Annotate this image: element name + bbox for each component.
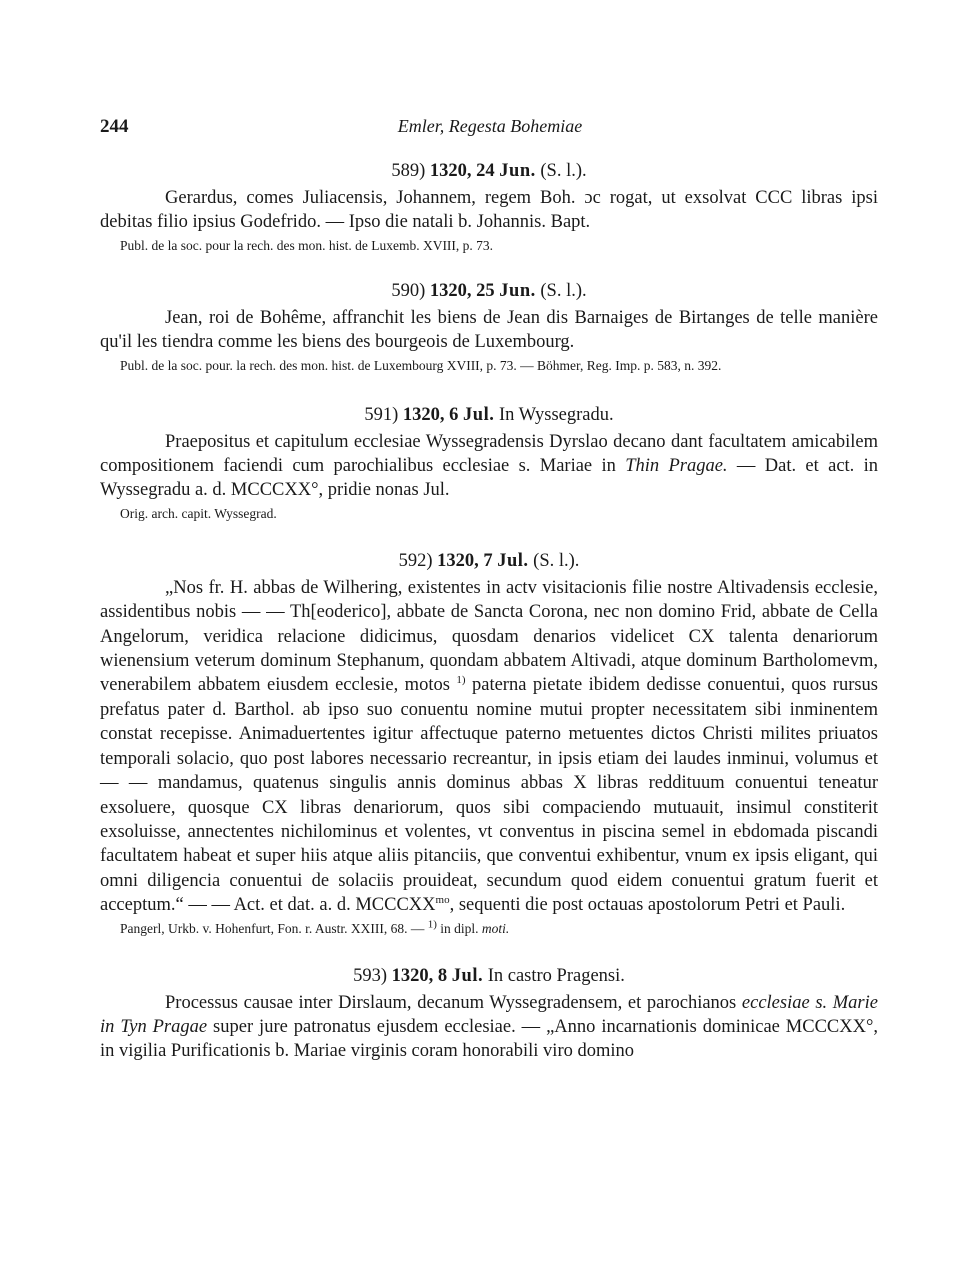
entry-month: Jul. [451,965,484,986]
entry-text-italic: Thin Pragae. [625,456,728,477]
entry-heading [100,278,878,304]
entry-date: 1320, 7 [437,550,493,571]
entry-number: 592) [398,550,433,571]
entry-text-part: paterna pietate ibidem dedisse conuentui, quos rursus prefatus pater d. Barthol. ab ipso suo conuentu nomine mutui propter necessitatem sibi inminentem constat recepisse. Animaduertentes igitur affectuque paterno metuentes dictos Christi milites priuatos temporali solacio, quo post labores necessario recreantur, in ipsis etiam dei laudes inminui, volumus et — — mandamus, quatenus singulis annis dominus abbas X libras reddituum conuentui teneatur exsoluere, quosque CX libras denariorum, quos sibi compaciendo mutuauit, insimul constiterit exsoluisse, annectentes nichilominus et volentes, vt conventus in piscina semel in ebdomada piscandi facultatem habeat et super hiis atque aliis pitanciis, que conventui exhibentur, vnum ex ipsis eligant, qui omni diligencia conuentui de solaciis prouideat, secundum quod eidem conuentui gratum fuerit et acceptum.“ — — Act. et dat. a. d. MCCCXX [100,675,879,916]
entry-text-part: „Nos fr. H. abbas de Wilhering, existentes in actv visitacionis filie nostre Altivadensis ecclesie, assidentibus nobis — — Th[eoderico], abbate de Sancta Corona, nec non domino Frid, abbate de Cella Angelorum, veridica relacione didicimus, quosdam denarios videlicet CX talenta denariorum wienensium veterum dominum Stephanum, quondam abbatem Altivadi, atque dominum Bartholomevm, venerabilem abbatem eiusdem ecclesie, motos [100,577,878,696]
entry-place: (S. l.). [540,161,587,181]
entry-month: Jul. [497,550,529,571]
page-content [100,158,878,1064]
entry-text-part: Processus causae inter Dirslaum, decanum Wyssegradensem, et parochianos [165,992,737,1013]
entry-heading [100,402,878,428]
ref-part: in dipl. [440,920,479,936]
footnote-marker: 1) [456,674,466,687]
entry-date: 1320, 25 [429,280,495,301]
ref-italic: moti. [481,920,510,936]
entry-text [100,576,878,918]
entry-number: 590) [391,280,426,301]
entry-date: 1320, 6 [402,404,459,425]
running-title: Emler, Regesta Bohemiae [397,116,583,136]
entry-reference: Publ. de la soc. pour. la rech. des mon. hist. de Luxembourg XVIII, p. 73. — Böhmer, Reg. Imp. p. 583, n. 392. [120,357,722,373]
entry-place: (S. l.). [540,280,587,301]
entry-number: 591) [364,404,399,425]
entry-place: (S. l.). [533,550,580,571]
entry-text-part: super jure patronatus ejusdem ecclesiae. — „Anno incarnationis dominicae MCCCXX°, in vigilia Purificationis b. Mariae virginis coram honorabili viro domino [100,1016,879,1062]
entry-text-part: — Dat. et act. in Wyssegradu a. d. MCCCXX°, pridie nonas Jul. [100,456,879,501]
entry-number: 589) [391,161,426,181]
entry-text-span: Gerardus, comes Juliacensis, Johannem, regem Boh. ɔc rogat, ut exsolvat CCC libras ipsi debitas filio ipsius Godefrido. — Ipso die natali b. Johannis. Bapt. [100,188,878,233]
entry-number: 593) [353,965,388,986]
entry-text [100,991,878,1064]
superscript: mo [435,893,450,906]
entry-reference: Publ. de la soc. pour la rech. des mon. hist. de Luxemb. XVIII, p. 73. [120,237,494,253]
footnote-marker: 1) [427,918,437,931]
entry-text-span: Jean, roi de Bohême, affranchit les biens de Jean dis Barnaiges de Birtanges de telle manière qu'il les tiendra comme les biens des bourgeois de Luxembourg. [100,307,878,353]
entry-month: Jun. [499,280,536,301]
entry-place: In Wyssegradu. [498,404,614,425]
entry-month: Jul. [463,404,495,425]
entry-text-part: , sequenti die post octauas apostolorum Petri et Pauli. [449,895,846,916]
entry-text [100,430,878,503]
entry-date: 1320, 8 [391,965,448,986]
page-header [100,116,880,144]
entry-heading [100,548,878,574]
page-number: 244 [100,116,129,137]
entry-text [100,306,878,355]
entry-place: In castro Pragensi. [487,965,625,986]
entry-text-part: Praepositus et capitulum ecclesiae Wyssegradensis Dyrslao decano dant facultatem amicabilem compositionem faciendi cum parochialibus ecclesiae s. Mariae in [100,431,878,477]
entry-reference [120,919,878,939]
entry-heading [100,158,878,184]
entry-date: 1320, 24 [429,161,495,181]
entry-heading [100,963,878,989]
entry-reference: Orig. arch. capit. Wyssegrad. [120,505,277,521]
entry-month: Jun. [499,161,536,181]
entry-text-italic: ecclesiae s. Marie in Tyn Pragae [100,992,878,1037]
entry-text [100,186,878,235]
ref-part: Pangerl, Urkb. v. Hohenfurt, Fon. r. Austr. XXIII, 68. — [120,920,425,936]
